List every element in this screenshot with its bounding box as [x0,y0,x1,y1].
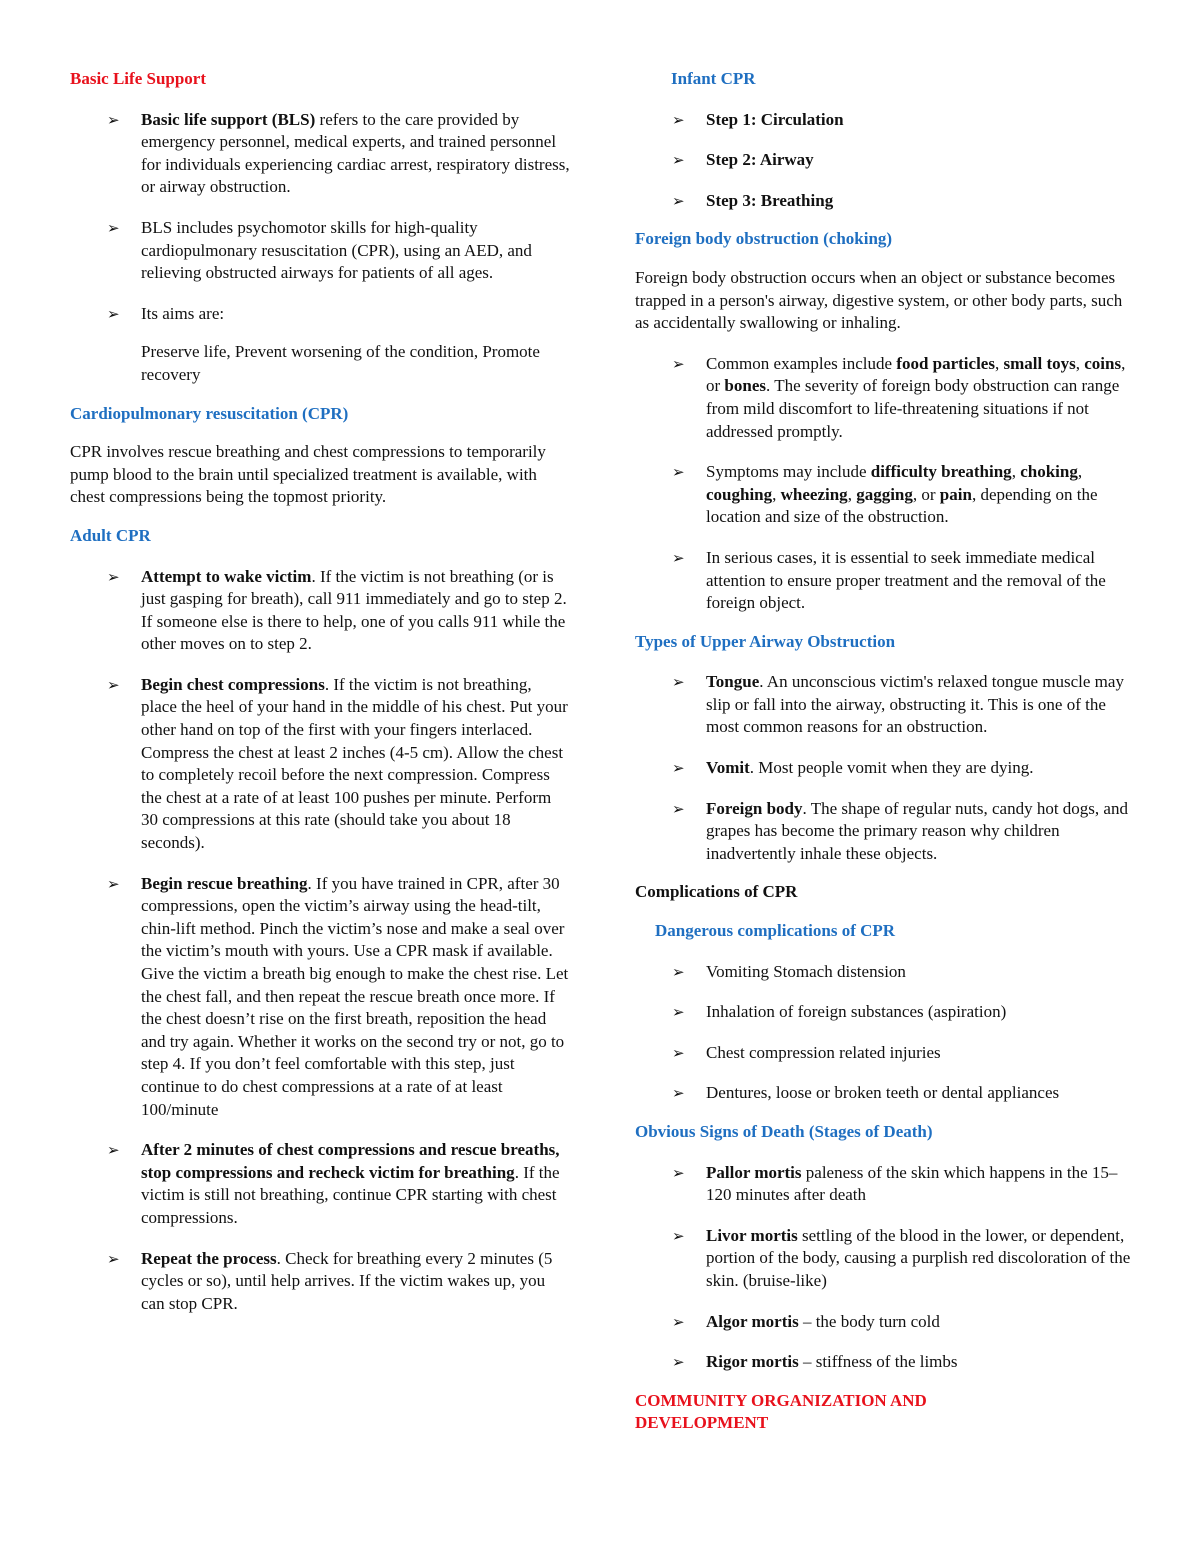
signs-of-death-heading: Obvious Signs of Death (Stages of Death) [635,1122,933,1141]
list-item: ➢ Begin rescue breathing. If you have trained in CPR, after 30 compressions, open the victim’s airway using the head-tilt, chin-lift method. Pinch the victim’s nose and make a seal over the victim’s mouth with yours. Use a CPR mask if available. Give the victim a breath big enough to make the chest rise. Let the chest fall, and then repeat the rescue breath once more. If the chest doesn’t rise on the first breath, reposition the head and try again. Whether it works on the second try or not, go to step 4. If you don’t feel comfortable with this step, just continue to do chest compressions at a rate of at least 100/minute [70,873,570,1122]
infant-steps-list [635,109,1135,213]
left-column [70,68,570,1315]
adult-cpr-heading: Adult CPR [70,525,151,545]
infant-cpr-heading: Infant CPR [671,69,756,88]
list-item: ➢ Rigor mortis – stiffness of the limbs [635,1351,1135,1374]
list-item: ➢ Tongue. An unconscious victim's relaxed tongue muscle may slip or fall into the airway, obstructing it. This is one of the most common reasons for an obstruction. [635,671,1135,739]
list-item: ➢ BLS includes psychomotor skills for high-quality cardiopulmonary resuscitation (CPR), using an AED, and relieving obstructed airways for patients of all ages. [70,217,570,285]
foreign-body-list [635,353,1135,615]
list-item: ➢ Basic life support (BLS) refers to the care provided by emergency personnel, medical experts, and trained personnel for individuals experiencing cardiac arrest, respiratory distress, or airway obstruction. [70,109,570,199]
list-item: ➢ Pallor mortis paleness of the skin which happens in the 15–120 minutes after death [635,1162,1135,1207]
list-item: ➢ Step 1: Circulation [635,109,1135,132]
complications-heading: Complications of CPR [635,882,798,902]
list-item: ➢ Vomiting Stomach distension [635,961,1135,984]
list-item: ➢ Algor mortis – the body turn cold [635,1311,1135,1334]
foreign-body-paragraph: Foreign body obstruction occurs when an object or substance becomes trapped in a person's airway, digestive system, or other body parts, such as accidentally swallowing or inhaling. [635,267,1123,333]
list-item: ➢ Begin chest compressions. If the victim is not breathing, place the heel of your hand in the middle of his chest. Put your other hand on top of the first with your fingers interlaced. Compress the chest at least 2 inches (4-5 cm). Allow the chest to completely recoil before the next compression. Compress the chest at a rate of at least 100 pushes per minute. Perform 30 compressions at this rate (should take you about 18 seconds). [70,674,570,855]
signs-of-death-list [635,1162,1135,1374]
list-item: ➢ Symptoms may include difficulty breathing, choking, coughing, wheezing, gagging, or pain, depending on the location and size of the obstruction. [635,461,1135,529]
aims-text: Preserve life, Prevent worsening of the condition, Promote recovery [141,342,540,384]
dangerous-complications-list [635,961,1135,1105]
list-item: ➢ Livor mortis settling of the blood in the lower, or dependent, portion of the body, causing a purplish red discoloration of the skin. (bruise-like) [635,1225,1135,1293]
foreign-body-heading: Foreign body obstruction (choking) [635,229,893,249]
list-item: ➢ Step 2: Airway [635,149,1135,172]
cpr-paragraph: CPR involves rescue breathing and chest compressions to temporarily pump blood to the brain until specialized treatment is available, with chest compressions being the topmost priority. [70,442,546,507]
airway-types-heading: Types of Upper Airway Obstruction [635,631,896,651]
adult-cpr-list [70,566,570,1316]
right-column [635,68,1135,1435]
cpr-heading: Cardiopulmonary resuscitation (CPR) [70,403,349,423]
list-item: ➢ In serious cases, it is essential to seek immediate medical attention to ensure proper treatment and the removal of the foreign object. [635,547,1135,615]
list-item: ➢ Dentures, loose or broken teeth or dental appliances [635,1082,1135,1105]
list-item: ➢ Attempt to wake victim. If the victim is not breathing (or is just gasping for breath), call 911 immediately and go to step 2. If someone else is there to help, one of you calls 911 while the other moves on to step 2. [70,566,570,656]
list-item: ➢ Foreign body. The shape of regular nuts, candy hot dogs, and grapes has become the primary reason why children inadvertently inhale these objects. [635,798,1135,866]
list-item: ➢ Repeat the process. Check for breathing every 2 minutes (5 cycles or so), until help arrives. If the victim wakes up, you can stop CPR. [70,1248,570,1316]
list-item: ➢ Step 3: Breathing [635,190,1135,213]
list-item: ➢ Chest compression related injuries [635,1042,1135,1065]
bls-heading: Basic Life Support [70,69,207,88]
list-item: ➢ Its aims are: [70,303,570,326]
airway-types-list [635,671,1135,865]
community-heading: COMMUNITY ORGANIZATION AND DEVELOPMENT [635,1390,927,1433]
list-item: ➢ Inhalation of foreign substances (aspiration) [635,1001,1135,1024]
bls-list [70,109,570,326]
list-item: ➢ Vomit. Most people vomit when they are dying. [635,757,1135,780]
dangerous-complications-heading: Dangerous complications of CPR [655,921,896,941]
list-item: ➢ After 2 minutes of chest compressions and rescue breaths, stop compressions and recheck victim for breathing. If the victim is still not breathing, continue CPR starting with chest compressions. [70,1139,570,1229]
list-item: ➢ Common examples include food particles, small toys, coins, or bones. The severity of foreign body obstruction can range from mild discomfort to life-threatening situations if not addressed promptly. [635,353,1135,443]
